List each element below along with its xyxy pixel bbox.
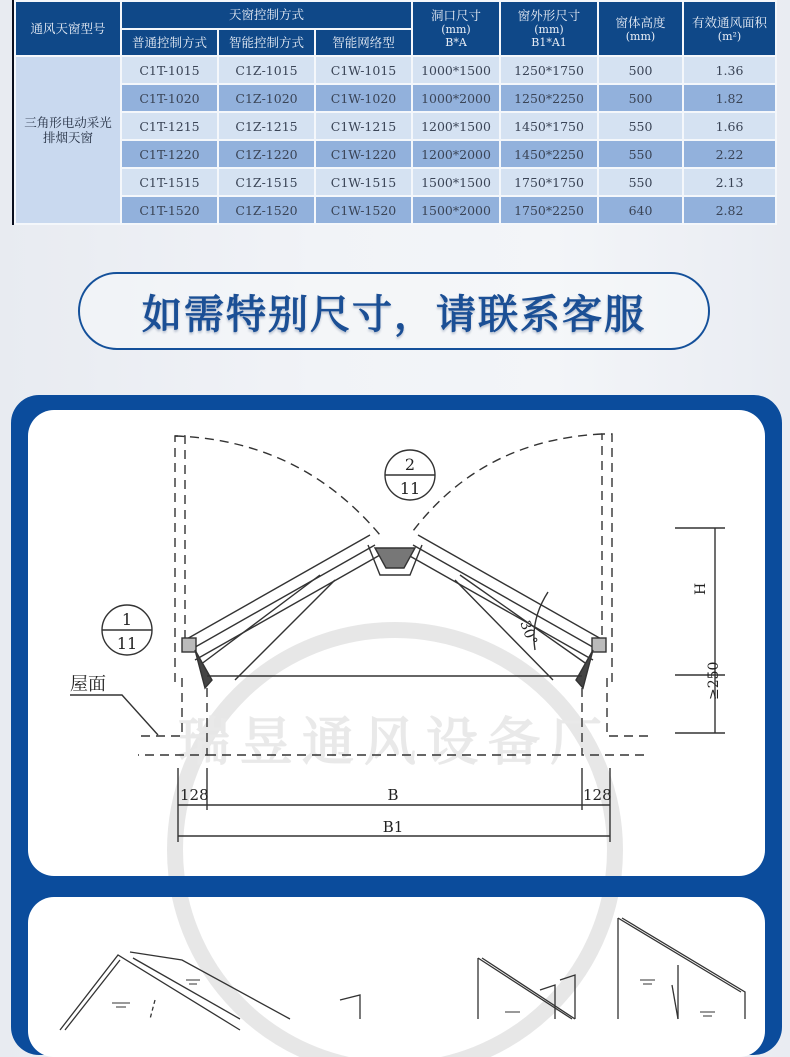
- cell-normal: C1T-1215: [121, 112, 218, 140]
- cell-area: 1.82: [683, 84, 776, 112]
- cell-normal: C1T-1520: [121, 196, 218, 224]
- callout-top-num: 2: [404, 455, 416, 474]
- cell-smart: C1Z-1520: [218, 196, 315, 224]
- cell-outer: 1750*1750: [500, 168, 598, 196]
- product-name-line1: 三角形电动采光: [24, 115, 112, 130]
- banner-text: 如需特别尺寸，请联系客服: [142, 291, 646, 338]
- cell-opening: 1000*2000: [412, 84, 500, 112]
- angle-label: 30°: [516, 618, 540, 648]
- watermark-text: 瑞昱通风设备厂: [177, 713, 613, 773]
- table-row: [15, 168, 776, 196]
- dim-right-128: 128: [583, 786, 612, 804]
- header-control-group: 天窗控制方式: [121, 1, 412, 29]
- cell-normal: C1T-1015: [121, 56, 218, 84]
- cell-area: 1.66: [683, 112, 776, 140]
- table-row: [15, 84, 776, 112]
- spec-table: [14, 0, 777, 225]
- header-opening-formula: B*A: [445, 35, 467, 49]
- height-label: H: [693, 582, 709, 595]
- header-opening-unit: (mm): [441, 22, 471, 36]
- custom-size-banner: [78, 272, 710, 350]
- cell-network: C1W-1215: [315, 112, 412, 140]
- callout-left-den: 11: [116, 634, 138, 653]
- table-row: [15, 140, 776, 168]
- cell-smart: C1Z-1215: [218, 112, 315, 140]
- section-drawing-panel: [28, 410, 765, 876]
- header-height-unit: (mm): [625, 29, 656, 43]
- cell-outer: 1250*1750: [500, 56, 598, 84]
- cell-network: C1W-1020: [315, 84, 412, 112]
- roof-leader: [70, 695, 158, 735]
- cell-area: 1.36: [683, 56, 776, 84]
- cell-outer: 1450*1750: [500, 112, 598, 140]
- header-body-height: [598, 1, 683, 56]
- cell-height: 550: [598, 168, 683, 196]
- header-outer-title: 窗外形尺寸: [517, 7, 581, 23]
- cell-normal: C1T-1020: [121, 84, 218, 112]
- cell-outer: 1450*2250: [500, 140, 598, 168]
- dim-b1: B1: [382, 818, 404, 836]
- cell-smart: C1Z-1020: [218, 84, 315, 112]
- watermark: [175, 630, 615, 876]
- cell-height: 500: [598, 84, 683, 112]
- isometric-drawing-panel: [28, 897, 765, 1057]
- cell-network: C1W-1520: [315, 196, 412, 224]
- cell-opening: 1200*2000: [412, 140, 500, 168]
- callout-left-num: 1: [121, 610, 133, 629]
- cell-height: 550: [598, 140, 683, 168]
- cell-normal: C1T-1220: [121, 140, 218, 168]
- cell-network: C1W-1515: [315, 168, 412, 196]
- table-row: [15, 56, 776, 84]
- cell-area: 2.82: [683, 196, 776, 224]
- header-area-title: 有效通风面积: [691, 14, 767, 30]
- cell-height: 500: [598, 56, 683, 84]
- callout-top-den: 11: [399, 479, 421, 498]
- cell-smart: C1Z-1015: [218, 56, 315, 84]
- header-model-type: 通风天窗型号: [15, 1, 121, 56]
- cell-outer: 1750*2250: [500, 196, 598, 224]
- open-sash-outline: [138, 434, 650, 755]
- spec-table-container: [12, 0, 777, 225]
- header-height-title: 窗体高度: [615, 14, 666, 30]
- header-opening-size: [412, 1, 500, 56]
- header-opening-title: 洞口尺寸: [430, 7, 481, 23]
- cell-area: 2.22: [683, 140, 776, 168]
- cell-height: 550: [598, 112, 683, 140]
- dim-b: B: [387, 786, 399, 804]
- cell-network: C1W-1015: [315, 56, 412, 84]
- cell-smart: C1Z-1515: [218, 168, 315, 196]
- product-name-line2: 排烟天窗: [42, 130, 93, 145]
- roof-label: 屋面: [70, 674, 106, 695]
- cell-smart: C1Z-1220: [218, 140, 315, 168]
- cell-network: C1W-1220: [315, 140, 412, 168]
- header-outer-formula: B1*A1: [531, 35, 567, 49]
- cell-opening: 1000*1500: [412, 56, 500, 84]
- table-row: [15, 196, 776, 224]
- section-drawing: [28, 410, 765, 876]
- header-control-normal: 普通控制方式: [121, 29, 218, 56]
- header-area-unit: (m²): [717, 29, 742, 43]
- header-control-network: 智能网络型: [315, 29, 412, 56]
- header-outer-unit: (mm): [534, 22, 564, 36]
- header-outer-size: [500, 1, 598, 56]
- header-vent-area: [683, 1, 776, 56]
- table-row: [15, 112, 776, 140]
- cell-opening: 1500*1500: [412, 168, 500, 196]
- cell-opening: 1200*1500: [412, 112, 500, 140]
- cell-area: 2.13: [683, 168, 776, 196]
- cell-height: 640: [598, 196, 683, 224]
- dim-left-128: 128: [180, 786, 209, 804]
- cell-outer: 1250*2250: [500, 84, 598, 112]
- isometric-drawing: [28, 897, 765, 1057]
- header-control-smart: 智能控制方式: [218, 29, 315, 56]
- product-name-cell: [15, 56, 121, 224]
- cell-opening: 1500*2000: [412, 196, 500, 224]
- curb-label: ≥250: [706, 661, 722, 700]
- cell-normal: C1T-1515: [121, 168, 218, 196]
